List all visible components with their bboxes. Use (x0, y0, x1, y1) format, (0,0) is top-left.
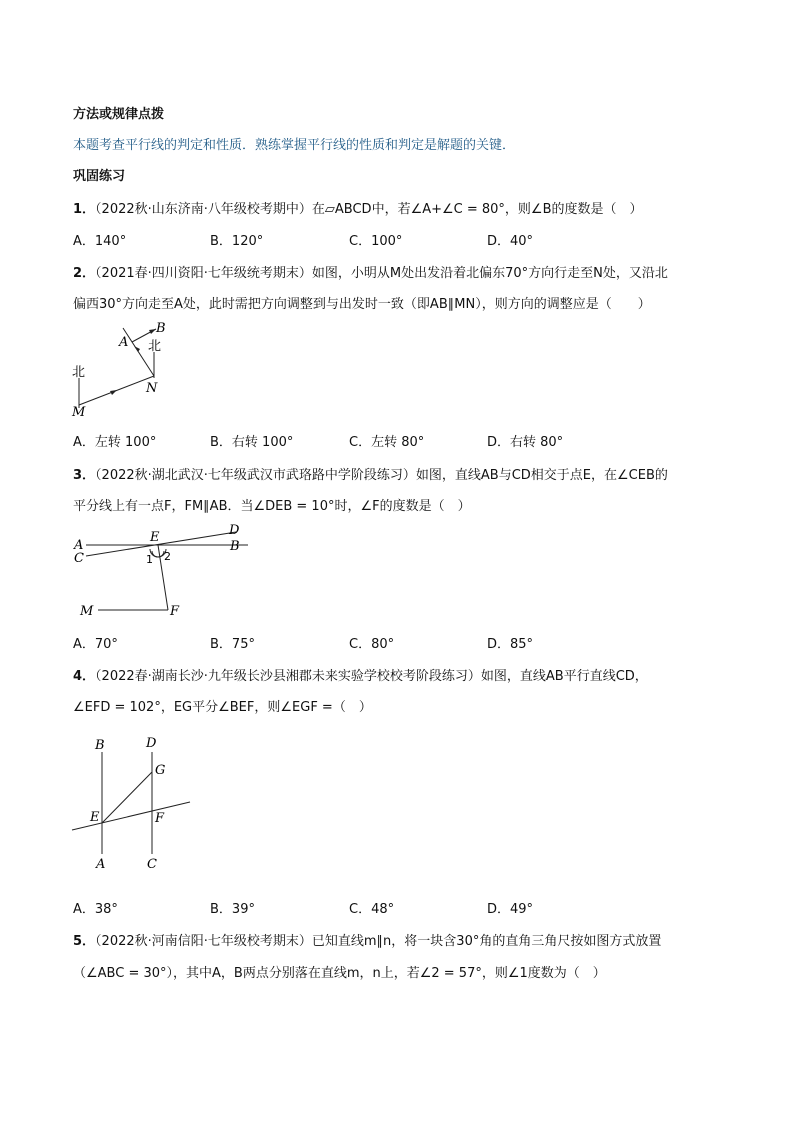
question-text: （2022秋·河南信阳·七年级校考期末）已知直线m∥n，将一块含30°角的直角三角尺按如图方式放置 (95, 934, 662, 949)
label-north-m: 北 (72, 365, 86, 380)
label-north-n: 北 (148, 339, 162, 354)
label-angle-2: 2 (164, 550, 171, 563)
label-m: M (80, 604, 94, 619)
q4-option-b[interactable]: B．39° (210, 902, 255, 917)
question-4-line2: ∠EFD = 102°，EG平分∠BEF，则∠EGF =（ ） (73, 700, 372, 715)
q2-option-a[interactable]: A．左转 100° (73, 435, 157, 450)
question-number: 3． (73, 468, 96, 483)
question-4 (73, 665, 648, 684)
question-2-line2: 偏西30°方向走至A处，此时需把方向调整到与出发时一致（即AB∥MN），则方向的调整应是（ ） (73, 297, 651, 312)
q4-option-a[interactable]: A．38° (73, 902, 118, 917)
q2-option-d[interactable]: D．右转 80° (487, 435, 564, 450)
label-d: D (229, 523, 240, 538)
q1-option-b[interactable]: B．120° (210, 234, 264, 249)
question-text: （2022春·湖南长沙·九年级长沙县湘郡未来实验学校校考阶段练习）如图，直线AB平行直线CD， (95, 669, 648, 684)
q1-option-a[interactable]: A．140° (73, 234, 127, 249)
label-f: F (155, 811, 165, 826)
method-heading: 方法或规律点拨 (73, 107, 165, 122)
question-5 (73, 930, 661, 949)
q3-option-a[interactable]: A．70° (73, 637, 118, 652)
label-g: G (155, 763, 166, 778)
label-d: D (146, 736, 157, 751)
q3-option-d[interactable]: D．85° (487, 637, 534, 652)
question-3-line2: 平分线上有一点F，FM∥AB．当∠DEB = 10°时，∠F的度数是（ ） (73, 499, 471, 514)
question-number: 1． (73, 202, 96, 217)
label-angle-1: 1 (146, 553, 153, 566)
q2-option-c[interactable]: C．左转 80° (349, 435, 425, 450)
label-e: E (150, 530, 160, 545)
arrow-ab (149, 329, 156, 334)
label-f: F (170, 604, 180, 619)
arrow-na (134, 346, 140, 352)
q4-option-d[interactable]: D．49° (487, 902, 534, 917)
practice-heading: 巩固练习 (73, 169, 126, 184)
label-e: E (90, 810, 100, 825)
question-5-line2: （∠ABC = 30°），其中A，B两点分别落在直线m，n上，若∠2 = 57°，则∠1度数为（ ） (73, 966, 606, 981)
question-number: 2． (73, 266, 96, 281)
segment-eg (102, 772, 152, 823)
label-b: B (156, 321, 166, 336)
q1-option-c[interactable]: C．100° (349, 234, 403, 249)
arrow-mn (110, 390, 117, 395)
question-2 (73, 262, 668, 281)
q1-option-d[interactable]: D．40° (487, 234, 534, 249)
q3-option-c[interactable]: C．80° (349, 637, 395, 652)
q2-figure (66, 318, 176, 420)
question-text: （2022秋·山东济南·八年级校考期中）在▱ABCD中，若∠A+∠C = 80°，则∠B的度数是（ ） (95, 202, 643, 217)
question-number: 5． (73, 934, 96, 949)
label-m: M (72, 405, 86, 420)
question-1 (73, 198, 643, 217)
q4-figure (66, 734, 196, 874)
label-b: B (230, 539, 240, 554)
label-a: A (96, 857, 106, 872)
label-n: N (146, 381, 158, 396)
q2-option-b[interactable]: B．右转 100° (210, 435, 294, 450)
question-3 (73, 464, 668, 483)
q3-option-b[interactable]: B．75° (210, 637, 255, 652)
question-text: （2021春·四川资阳·七年级统考期末）如图，小明从M处出发沿着北偏东70°方向行走至N处，又沿北 (95, 266, 668, 281)
label-c: C (147, 857, 157, 872)
q3-figure (66, 522, 256, 622)
label-c: C (74, 551, 84, 566)
label-a: A (74, 538, 84, 553)
line-cd (86, 532, 236, 556)
question-text: （2022秋·湖北武汉·七年级武汉市武珞路中学阶段练习）如图，直线AB与CD相交于点E，在∠CEB的 (95, 468, 668, 483)
q4-option-c[interactable]: C．48° (349, 902, 395, 917)
method-text: 本题考查平行线的判定和性质．熟练掌握平行线的性质和判定是解题的关键． (73, 138, 516, 153)
question-number: 4． (73, 669, 96, 684)
label-a: A (119, 335, 129, 350)
label-b: B (95, 738, 105, 753)
